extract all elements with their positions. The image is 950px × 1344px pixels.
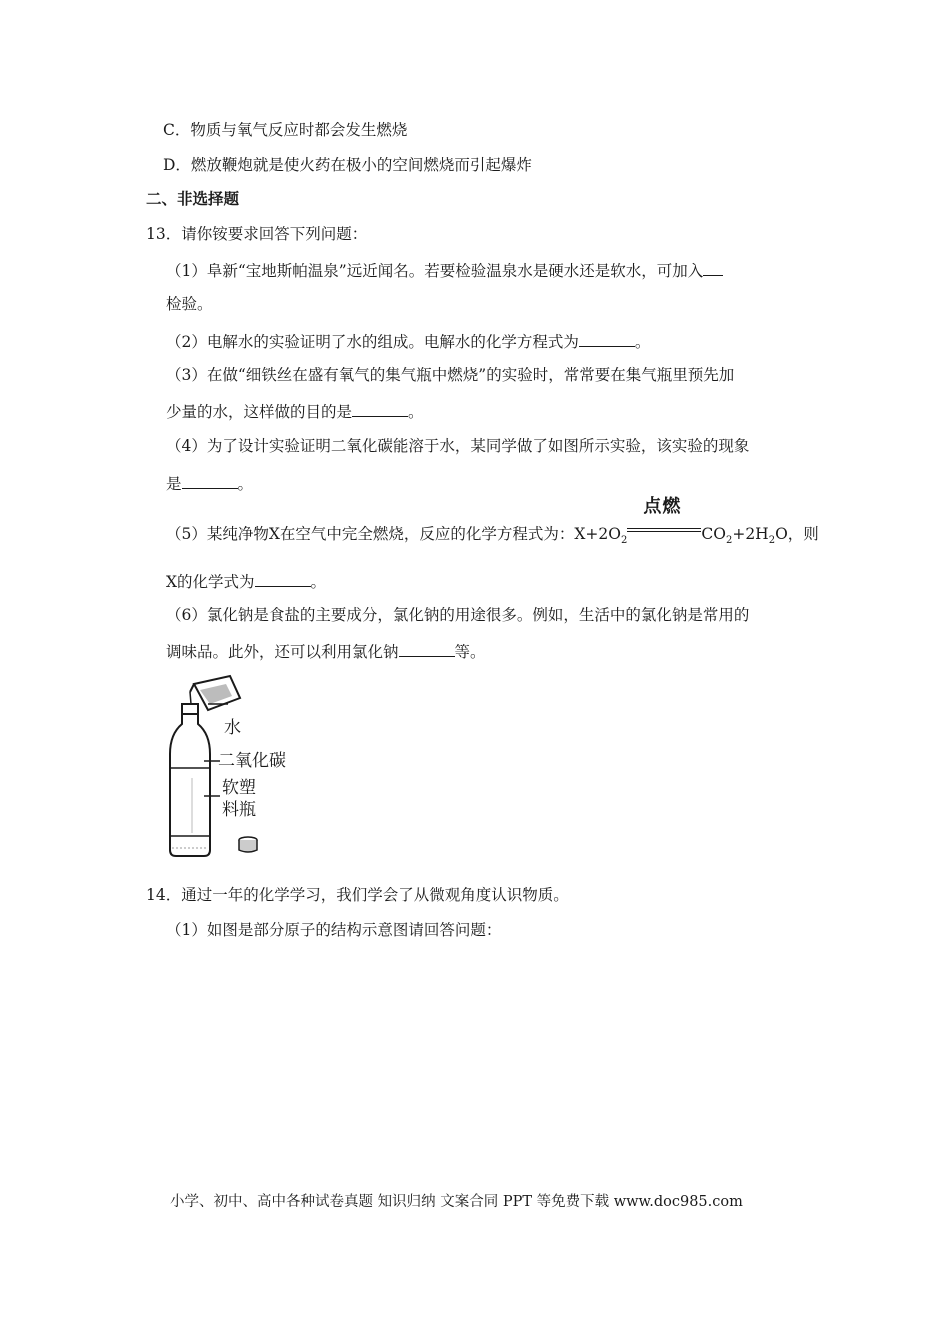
label-water: 水: [224, 718, 241, 738]
label-bottle-2: 料瓶: [222, 800, 256, 820]
eq-bar-bottom: [627, 531, 701, 532]
q13-part4: （4）为了设计实验证明二氧化碳能溶于水，某同学做了如图所示实验，该实验的现象: [166, 437, 750, 455]
subscript: 2: [768, 535, 776, 547]
page-footer: 小学、初中、高中各种试卷真题 知识归纳 文案合同 PPT 等免费下载 www.doc985.com: [170, 1194, 743, 1210]
eq-bar-top: [627, 528, 701, 529]
q13-part3: （3）在做“细铁丝在盛有氧气的集气瓶中燃烧”的实验时，常常要在集气瓶里预先加: [166, 366, 735, 384]
q13-part3-text: 少量的水，这样做的目的是: [166, 403, 353, 421]
q13-part3-cont: [166, 400, 424, 422]
option-c: C．物质与氧气反应时都会发生燃烧: [163, 121, 408, 139]
q13-part4-cont: [166, 472, 253, 494]
bottle-neck: [182, 704, 198, 714]
q13-part5-line2: X的化学式为: [166, 573, 255, 591]
answer-blank-2[interactable]: [579, 330, 635, 347]
q14-stem: 14．通过一年的化学学习，我们学会了从微观角度认识物质。: [146, 886, 569, 904]
q13-part6-text: 调味品。此外，还可以利用氯化钠: [166, 643, 399, 661]
q13-part4-text: 是: [166, 475, 182, 493]
subscript: 2: [621, 535, 628, 547]
label-bottle-1: 软塑: [222, 778, 256, 798]
answer-blank-4[interactable]: [182, 472, 238, 489]
q13-part2-text: （2）电解水的实验证明了水的组成。电解水的化学方程式为: [166, 333, 579, 351]
condition-ignite: 点燃: [643, 496, 682, 517]
option-d: D．燃放鞭炮就是使火药在极小的空间燃烧而引起爆炸: [163, 156, 532, 174]
q14-part1: （1）如图是部分原子的结构示意图请回答问题：: [166, 921, 502, 939]
q13-part1-text: （1）阜新“宝地斯帕温泉”远近闻名。若要检验温泉水是硬水还是软水，可加入: [166, 262, 704, 280]
bottle-cap-body: [239, 840, 257, 852]
period: 。: [310, 573, 327, 591]
q13-part6-cont: [166, 640, 486, 662]
product-co2: CO: [701, 525, 726, 543]
q13-part5-text: （5）某纯净物X在空气中完全燃烧，反应的化学方程式为：X+2O: [166, 525, 621, 543]
q13-part1: [166, 259, 723, 281]
q13-part5: [166, 496, 819, 551]
answer-blank-5[interactable]: [255, 570, 311, 587]
subscript: 2: [725, 535, 733, 547]
q13-part6: （6）氯化钠是食盐的主要成分，氯化钠的用途很多。例如，生活中的氯化钠是常用的: [166, 606, 750, 624]
q13-stem: 13．请你铵要求回答下列问题：: [146, 225, 368, 243]
water-in-beaker: [200, 684, 232, 704]
reaction-arrow: [627, 496, 701, 539]
q13-part1-cont: 检验。: [166, 295, 213, 313]
co2-bottle-figure: [160, 668, 320, 860]
answer-blank-1[interactable]: [703, 259, 723, 276]
q13-part2: [166, 330, 650, 352]
period: 。: [634, 333, 651, 351]
period: 。: [237, 475, 254, 493]
bottle-body: [170, 714, 210, 856]
q13-part5-end: O，则: [775, 525, 819, 543]
section-title: 二、非选择题: [146, 189, 240, 208]
answer-blank-3[interactable]: [352, 400, 408, 417]
label-co2: 二氧化碳: [218, 751, 286, 771]
q13-part5-cont: [166, 570, 326, 592]
period: 。: [408, 403, 424, 421]
answer-blank-6[interactable]: [399, 640, 455, 657]
water-stream: [190, 692, 191, 704]
q13-part6-end: 等。: [454, 643, 486, 661]
product-h2o: +2H: [732, 525, 769, 543]
beaker-spout: [190, 684, 194, 692]
